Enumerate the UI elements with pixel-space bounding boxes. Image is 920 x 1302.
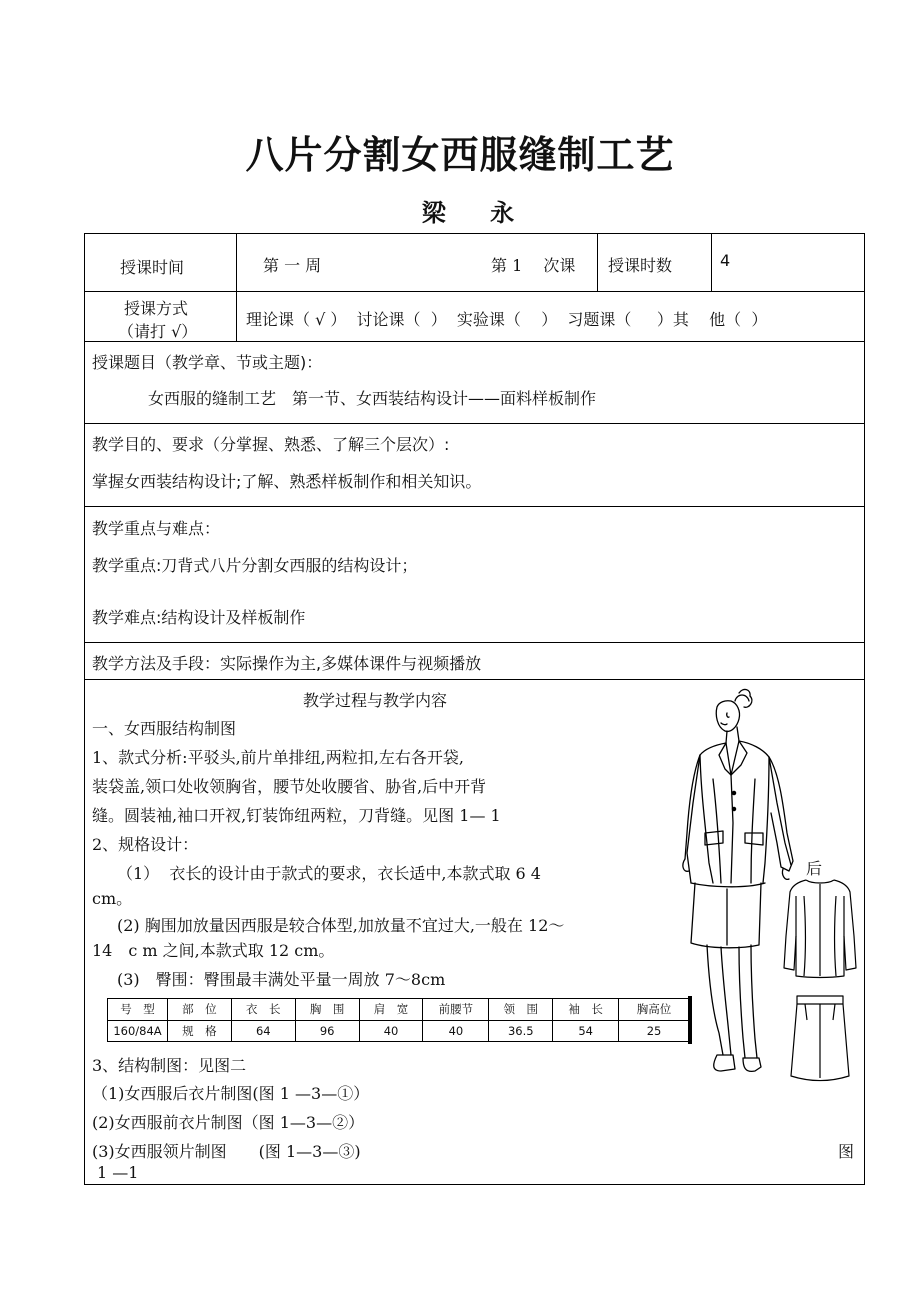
spec-item-3: (3) 臀围：臀围最丰满处平量一周放 7～8cm <box>117 970 446 989</box>
spec-header-cell: 领 围 <box>489 999 553 1021</box>
process-heading: 教学过程与教学内容 <box>303 691 448 710</box>
spec-value-cell: 64 <box>231 1020 295 1042</box>
spec-item-1-cont: cm。 <box>92 889 133 908</box>
row-divider <box>84 506 865 507</box>
row-divider <box>84 423 865 424</box>
spec-value-cell: 36.5 <box>489 1020 553 1042</box>
week-value: 第 一 周 <box>263 256 322 275</box>
methods-text: 教学方法及手段：实际操作为主,多媒体课件与视频播放 <box>92 654 482 673</box>
draft-item-2: (2)女西服前衣片制图（图 1—3—②） <box>92 1113 365 1132</box>
spec-heading: 2、规格设计： <box>92 835 199 854</box>
column-divider <box>236 233 237 341</box>
spec-header-cell: 前腰节 <box>423 999 489 1021</box>
method-label-line1: 授课方式 <box>124 299 189 318</box>
difficulty-text: 教学难点:结构设计及样板制作 <box>92 608 306 627</box>
spec-header-cell: 号 型 <box>108 999 168 1021</box>
draft-heading: 3、结构制图：见图二 <box>92 1056 247 1075</box>
topic-value: 女西服的缝制工艺 第一节、女西装结构设计——面料样板制作 <box>148 389 597 408</box>
time-label: 授课时间 <box>120 258 185 277</box>
focus-text: 教学重点:刀背式八片分割女西服的结构设计； <box>92 556 418 575</box>
topic-label: 授课题目（教学章、节或主题)： <box>92 353 323 372</box>
spec-value-cell: 40 <box>359 1020 423 1042</box>
draft-item-3: (3)女西服领片制图 (图 1—3—③) <box>92 1142 361 1161</box>
spec-table-value-row <box>108 1020 690 1042</box>
objectives-value: 掌握女西装结构设计;了解、熟悉样板制作和相关知识。 <box>92 472 482 491</box>
spec-value-cell: 96 <box>295 1020 359 1042</box>
spec-value-cell: 40 <box>423 1020 489 1042</box>
back-skirt-sketch <box>785 990 855 1085</box>
spec-header-cell: 部 位 <box>167 999 231 1021</box>
row-divider <box>84 341 865 342</box>
column-divider <box>597 233 598 291</box>
spec-header-cell: 袖 长 <box>553 999 619 1021</box>
spec-header-cell: 胸 围 <box>295 999 359 1021</box>
keypoints-label: 教学重点与难点： <box>92 519 221 538</box>
document-title: 八片分割女西服缝制工艺 <box>245 133 675 177</box>
spec-item-2-cont: 14 c m 之间,本款式取 12 cm。 <box>92 941 335 960</box>
spec-value-cell: 54 <box>553 1020 619 1042</box>
figure-caption: 1 —1 <box>97 1163 139 1182</box>
figure-word: 图 <box>838 1142 855 1161</box>
hours-value: 4 <box>720 251 731 270</box>
author-name: 梁 永 <box>421 199 533 227</box>
spec-item-1: （1） 衣长的设计由于款式的要求，衣长适中,本款式取 6 4 <box>117 864 541 883</box>
hours-label: 授课时数 <box>608 256 673 275</box>
spec-header-cell: 胸高位 <box>619 999 690 1021</box>
draft-item-1: （1)女西服后衣片制图(图 1 —3—①） <box>92 1084 370 1103</box>
method-options: 理论课（ √ ） 讨论课（ ） 实验课（ ） 习题课（ ）其 他（ ） <box>246 310 768 329</box>
back-view-label: 后 <box>806 859 823 878</box>
spec-header-cell: 衣 长 <box>231 999 295 1021</box>
row-divider <box>84 642 865 643</box>
measurement-spec-table <box>107 998 690 1042</box>
back-jacket-sketch <box>780 876 860 981</box>
spec-value-cell: 25 <box>619 1020 690 1042</box>
section-1-heading: 一、女西服结构制图 <box>92 719 237 738</box>
method-label-line2: （请打 √） <box>118 322 198 341</box>
spec-value-cell: 160/84A <box>108 1020 168 1042</box>
spec-table-header-row <box>108 999 690 1021</box>
style-analysis-line1: 1、款式分析:平驳头,前片单排纽,两粒扣,左右各开袋, <box>92 748 464 767</box>
column-divider <box>711 233 712 291</box>
session-value: 第 1 次课 <box>491 256 576 275</box>
objectives-label: 教学目的、要求（分掌握、熟悉、了解三个层次）: <box>92 435 450 454</box>
row-divider <box>84 291 865 292</box>
spec-header-cell: 肩 宽 <box>359 999 423 1021</box>
row-divider <box>84 679 865 680</box>
spec-value-cell: 规 格 <box>167 1020 231 1042</box>
style-analysis-line3: 缝。圆装袖,袖口开衩,钉装饰纽两粒，刀背缝。见图 1— 1 <box>92 806 501 825</box>
style-analysis-line2: 装袋盖,领口处收领胸省，腰节处收腰省、胁省,后中开背 <box>92 777 487 796</box>
spec-item-2: (2) 胸围加放量因西服是较合体型,加放量不宜过大,一般在 12～ <box>117 916 565 935</box>
